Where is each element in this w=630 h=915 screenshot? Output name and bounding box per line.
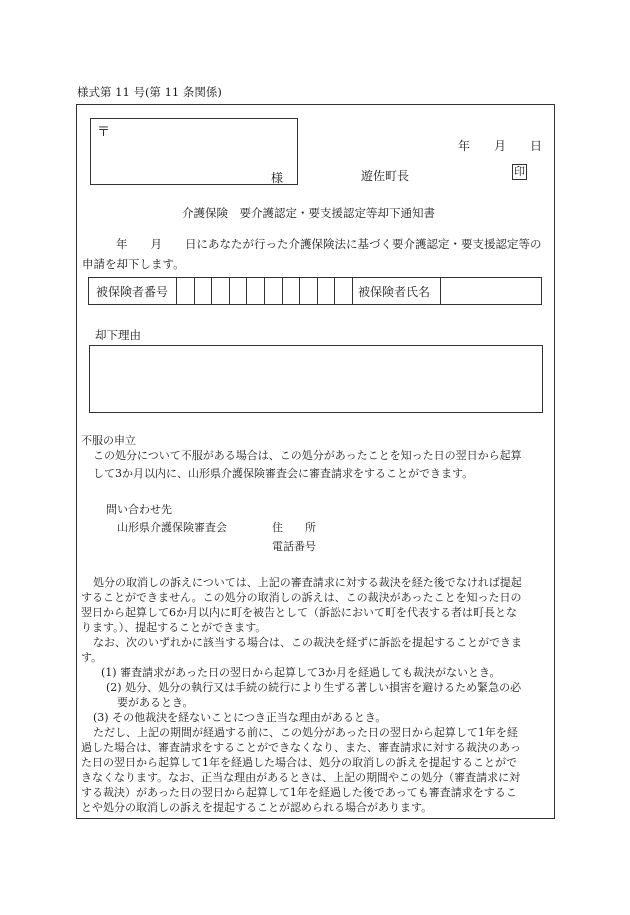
reason-box xyxy=(89,345,543,413)
contact-org: 山形県介護保険審査会 xyxy=(117,521,227,534)
note-line: とや処分の取消しの訴えを提起することが認められる場合があります。 xyxy=(81,801,433,814)
note-line: 処分の取消しの訴えについては、上記の審査請求に対する裁決を経た後でなければ提起 xyxy=(93,576,522,589)
note-line: ただし、上記の期間が経過する前に、この処分があった日の翌日から起算して1年を経 xyxy=(93,726,518,739)
form-label: 様式第 11 号(第 11 条関係) xyxy=(77,85,222,99)
reason-label: 却下理由 xyxy=(95,328,141,342)
honorific-sama: 様 xyxy=(271,171,284,185)
insured-number-digit xyxy=(230,278,248,304)
insured-number-digit xyxy=(335,278,353,304)
date-line xyxy=(458,137,542,154)
seal-mark: 印 xyxy=(514,165,525,178)
insured-number-digit xyxy=(318,278,336,304)
note-line: きなくなります。なお、正当な理由があるときは、上記の期間やこの処分（審査請求に対 xyxy=(81,771,521,784)
objection-line-2: して3か月以内に、山形県介護保険審査会に審査請求をすることができます。 xyxy=(93,467,474,480)
insured-table xyxy=(88,277,542,305)
note-line: す。 xyxy=(81,651,103,664)
date-day: 日 xyxy=(530,139,543,153)
note-line: なお、次のいずれかに該当する場合は、この裁決を経ずに訴訟を提起することができま xyxy=(93,636,522,649)
note-line: ります。）、提起することができます。 xyxy=(81,621,267,634)
contact-heading: 問い合わせ先 xyxy=(106,503,172,516)
note-item: (3) その他裁決を経ないことにつき正当な理由があるとき。 xyxy=(93,711,387,724)
date-month: 月 xyxy=(494,139,507,153)
note-line: することができません。この処分の取消しの訴えは、この裁決があったことを知った日の xyxy=(81,591,522,604)
note-item: (1) 審査請求があった日の翌日から起算して3か月を経過しても裁決がないとき。 xyxy=(101,666,501,679)
intro-line-1: 年 月 日にあなたが行った介護保険法に基づく要介護認定・要支援認定等の xyxy=(116,237,542,251)
date-year: 年 xyxy=(458,139,471,153)
insured-number-label: 被保険者番号 xyxy=(89,278,177,304)
insured-number-digit xyxy=(195,278,213,304)
objection-line-1: この処分について不服がある場合は、この処分があったことを知った日の翌日から起算 xyxy=(93,449,522,462)
intro-line-2: 申請を却下します。 xyxy=(82,257,185,271)
insured-number-digit xyxy=(300,278,318,304)
insured-number-digit xyxy=(177,278,195,304)
postal-mark: 〒 xyxy=(97,125,111,140)
contact-address-label: 住 所 xyxy=(272,521,316,534)
insured-number-digit xyxy=(247,278,265,304)
insured-number-digit xyxy=(265,278,283,304)
note-item-cont: 要があるとき。 xyxy=(117,696,194,709)
note-item: (2) 処分、処分の執行又は手続の続行により生ずる著しい損害を避けるため緊急の必 xyxy=(106,681,522,694)
note-line: 過した場合は、審査請求をすることができなくなり、また、審査請求に対する裁決のあっ xyxy=(81,741,521,754)
insured-number-digit xyxy=(212,278,230,304)
contact-phone-label: 電話番号 xyxy=(272,540,316,553)
insured-name-label: 被保険者氏名 xyxy=(353,278,441,304)
note-line: 翌日から起算して6か月以内に町を被告として（訴訟において町を代表する者は町長とな xyxy=(81,606,517,619)
document-title: 介護保険 要介護認定・要支援認定等却下通知書 xyxy=(182,206,435,220)
note-line: た日の翌日から起算して1年を経過した場合は、処分の取消しの訴えを提起することがで xyxy=(81,756,517,769)
objection-heading: 不服の申立 xyxy=(81,434,136,447)
note-line: する裁決）があった日の翌日から起算して1年を経過した後であっても審査請求をするこ xyxy=(81,786,517,799)
issuer-name: 遊佐町長 xyxy=(361,169,410,183)
insured-name-value xyxy=(441,278,541,304)
insured-number-digit xyxy=(283,278,301,304)
address-box xyxy=(90,118,298,185)
